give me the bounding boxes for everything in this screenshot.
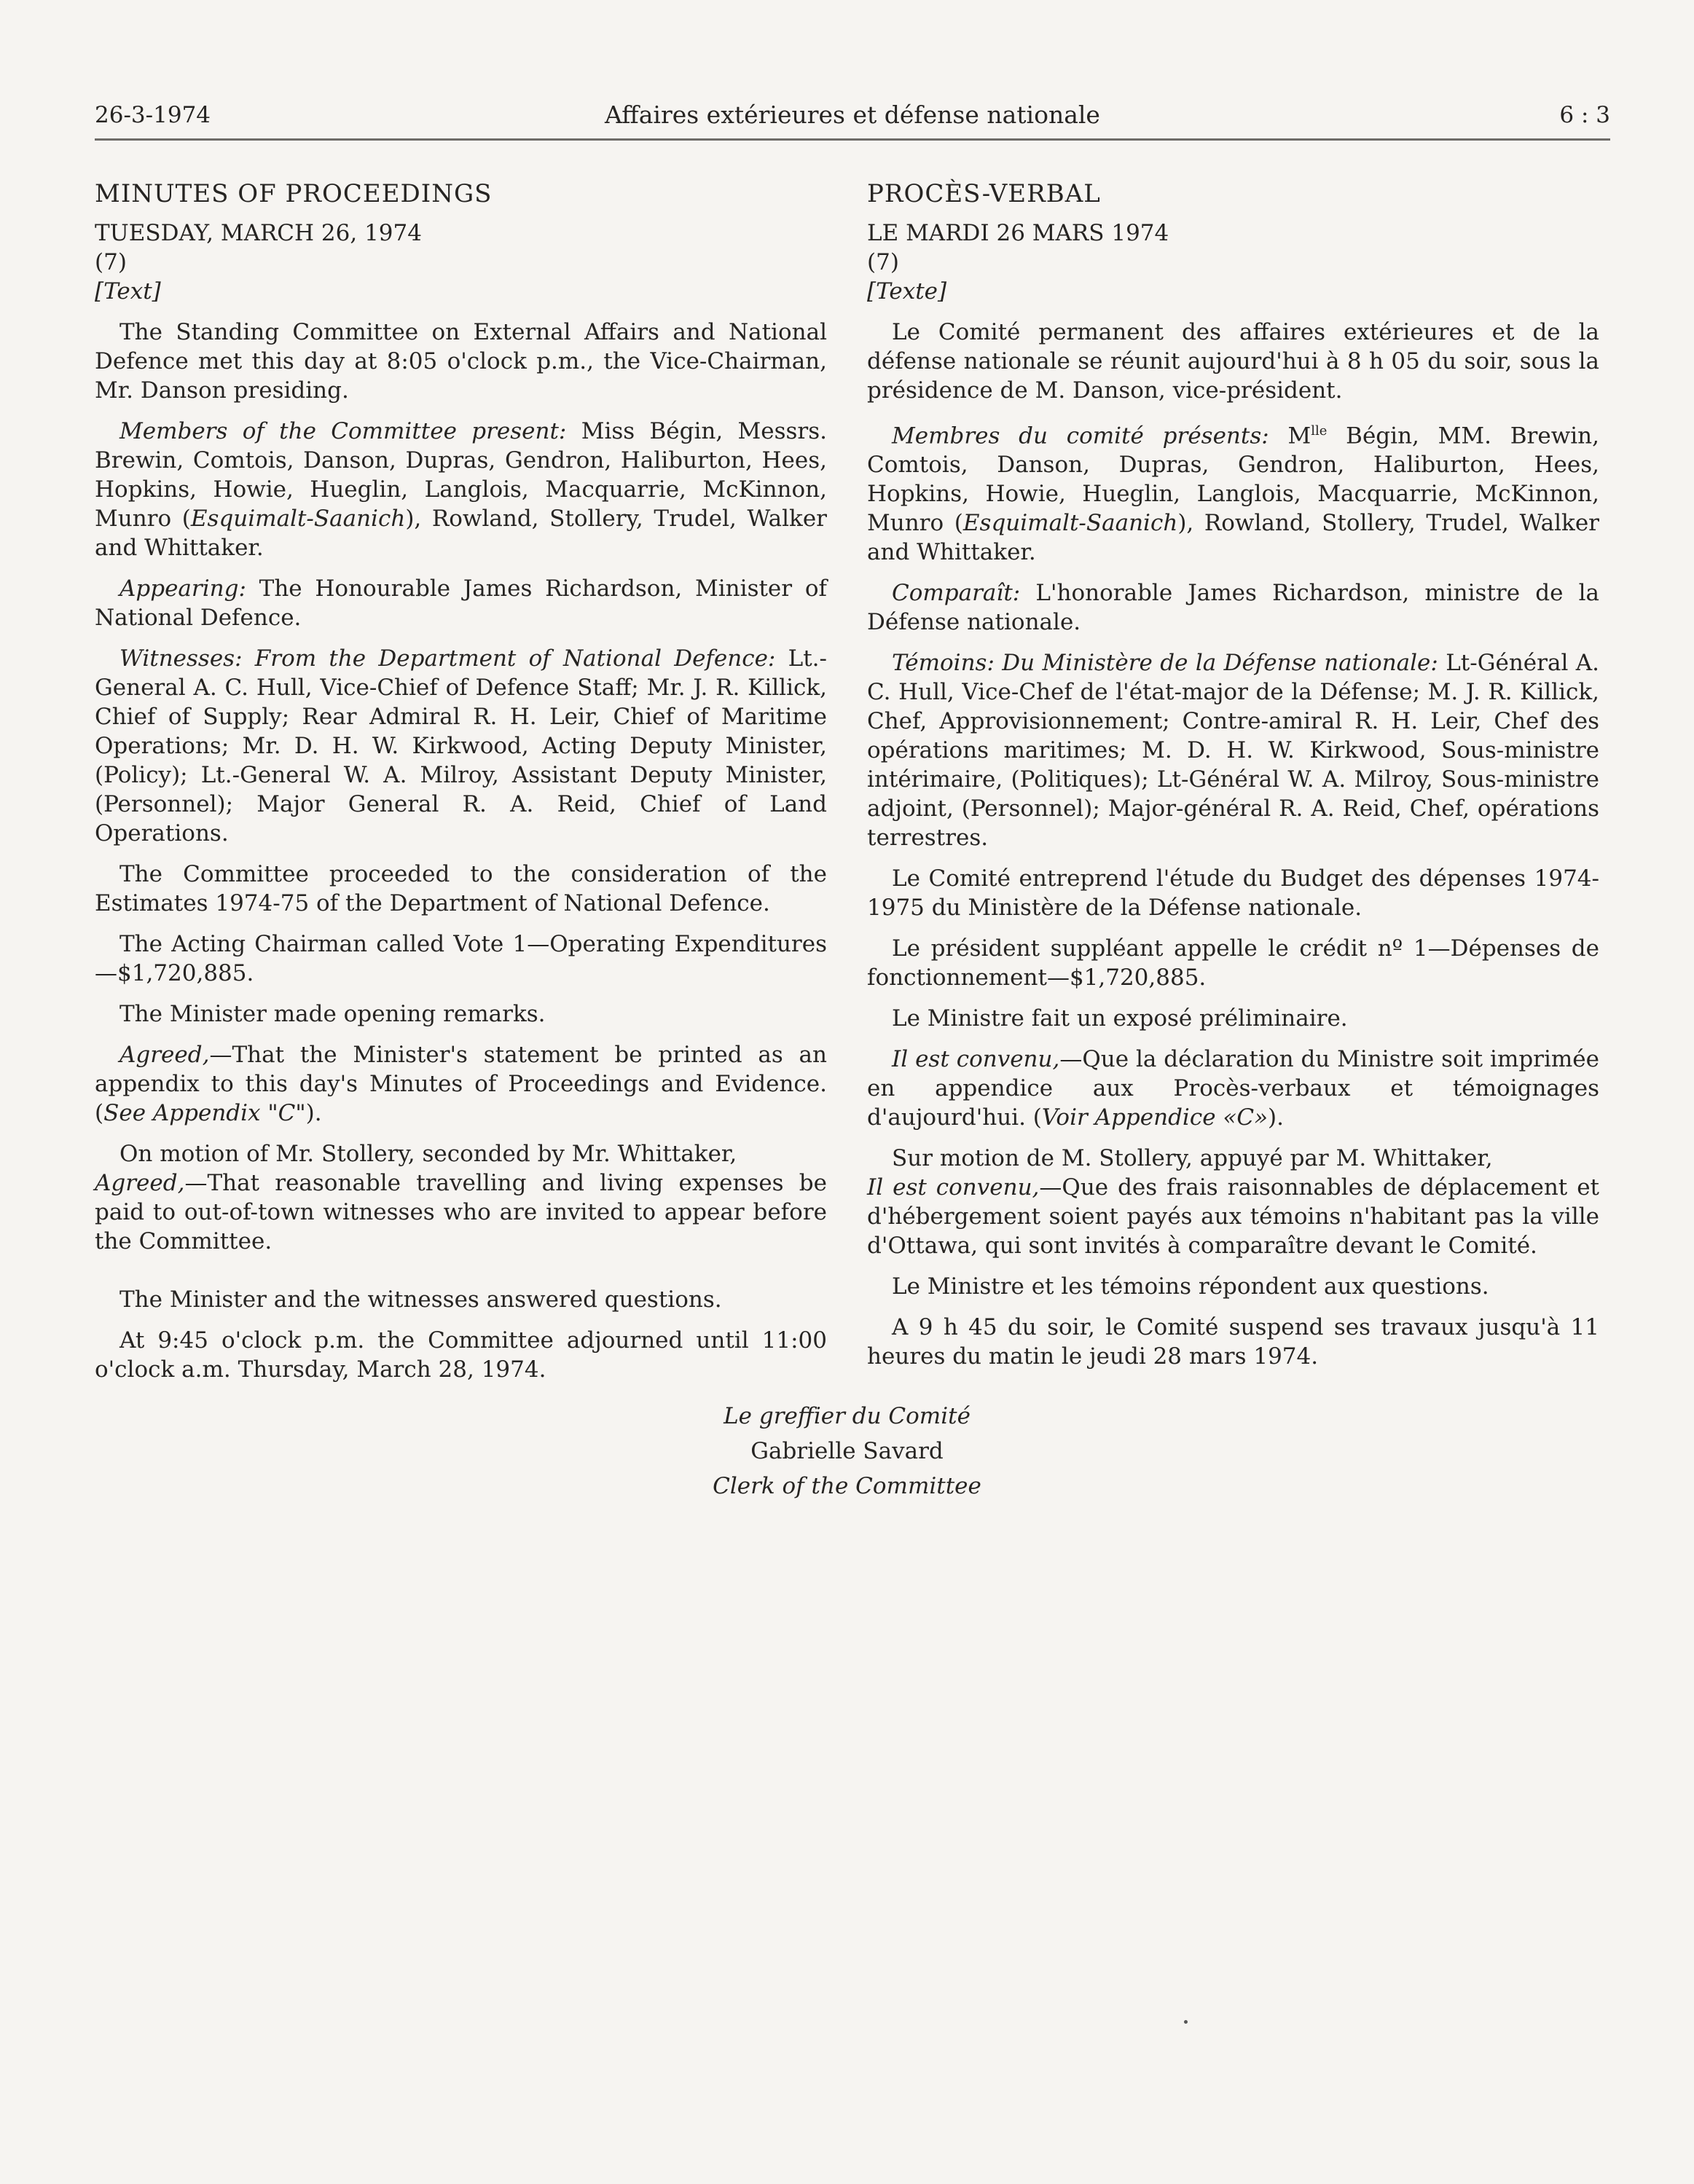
witnesses-fr: Témoins: Du Ministère de la Défense nationale: Lt-Général A. C. Hull, Vice-Chef de l'état-major de la Défense; M. J. R. Killick, Chef, Approvisionnement; Contre-amiral R. H. Leir, Chef des opérations maritimes; M. D. H. W. Kirkwood, Sous-ministre intérimaire, (Politiques); Lt-Général W. A. Milroy, Sous-ministre adjoint, (Personnel); Major-général R. A. Reid, Chef, opérations terrestres. xyxy=(867,650,1599,852)
proces-verbal-heading: PROCÈS-VERBAL xyxy=(867,179,1101,208)
credit-paragraph-fr: Le président suppléant appelle le crédit nº 1—Dépenses de fonctionnement—$1,720,885. xyxy=(867,935,1599,991)
clerk-label: Clerk of the Committee xyxy=(713,1473,981,1499)
header-date: 26-3-1974 xyxy=(95,102,211,128)
members-present: Members of the Committee present: Miss Bégin, Messrs. Brewin, Comtois, Danson, Dupras, Gendron, Haliburton, Hees, Hopkins, Howie, Hueglin, Langlois, Macquarrie, McKinnon, Munro (Esquimalt-Saanich), Rowland, Stollery, Trudel, Walker and Whittaker. xyxy=(95,418,827,561)
greffier-label: Le greffier du Comité xyxy=(724,1403,970,1429)
answered-paragraph: The Minister and the witnesses answered questions. xyxy=(119,1287,722,1313)
opening-paragraph-fr: Le Comité permanent des affaires extérieures et de la défense nationale se réunit aujourd'hui à 8 h 05 du soir, sous la présidence de M. Danson, vice-président. xyxy=(867,319,1599,404)
opening-paragraph: The Standing Committee on External Affairs and National Defence met this day at 8:05 o'clock p.m., the Vice-Chairman, Mr. Danson presiding. xyxy=(95,319,827,404)
clerk-signature-block xyxy=(0,1399,1694,1504)
witnesses: Witnesses: From the Department of National Defence: Lt.-General A. C. Hull, Vice-Chief of Defence Staff; Mr. J. R. Killick, Chief of Supply; Rear Admiral R. H. Leir, Chief of Maritime Operations; Mr. D. H. W. Kirkwood, Acting Deputy Minister, (Policy); Lt.-General W. A. Milroy, Assistant Deputy Minister, (Personnel); Major General R. A. Reid, Chief of Land Operations. xyxy=(95,645,827,847)
header-title: Affaires extérieures et défense nationale xyxy=(605,101,1100,129)
text-tag-fr: [Texte] xyxy=(867,278,947,305)
meeting-number-fr: (7) xyxy=(867,249,899,275)
page-speck xyxy=(1184,2020,1188,2024)
budget-paragraph-fr: Le Comité entreprend l'étude du Budget des dépenses 1974-1975 du Ministère de la Défense nationale. xyxy=(867,865,1599,922)
english-column xyxy=(95,179,827,1396)
motion-line: On motion of Mr. Stollery, seconded by Mr. Whittaker, xyxy=(119,1141,737,1167)
minister-remarks: The Minister made opening remarks. xyxy=(119,1001,546,1027)
agreed-expenses: Agreed,—That reasonable travelling and living expenses be paid to out-of-town witnesses who are invited to appear before the Committee. xyxy=(95,1170,827,1254)
expose-paragraph-fr: Le Ministre fait un exposé préliminaire. xyxy=(892,1005,1348,1032)
adjourned-paragraph: At 9:45 o'clock p.m. the Committee adjourned until 11:00 o'clock a.m. Thursday, March 28, 1974. xyxy=(95,1327,827,1383)
agreed-expenses-fr: Il est convenu,—Que des frais raisonnables de déplacement et d'hébergement soient payés aux témoins n'habitant pas la ville d'Ottawa, qui sont invités à comparaître devant le Comité. xyxy=(867,1174,1599,1260)
meeting-date-fr: LE MARDI 26 MARS 1974 xyxy=(867,220,1169,246)
running-header xyxy=(95,97,1610,133)
clerk-name: Gabrielle Savard xyxy=(750,1438,944,1464)
text-tag: [Text] xyxy=(95,278,161,305)
appearing-fr: Comparaît: L'honorable James Richardson, ministre de la Défense nationale. xyxy=(867,580,1599,636)
answered-paragraph-fr: Le Ministre et les témoins répondent aux questions. xyxy=(892,1273,1489,1300)
proceeded-paragraph: The Committee proceeded to the consideration of the Estimates 1974-75 of the Department of National Defence. xyxy=(95,861,827,916)
vote-paragraph: The Acting Chairman called Vote 1—Operating Expenditures—$1,720,885. xyxy=(95,931,827,986)
appearing: Appearing: The Honourable James Richardson, Minister of National Defence. xyxy=(95,576,827,631)
motion-line-fr: Sur motion de M. Stollery, appuyé par M. Whittaker, xyxy=(892,1145,1493,1172)
agreed-appendix: Agreed,—That the Minister's statement be printed as an appendix to this day's Minutes of Proceedings and Evidence. (See Appendix "C"). xyxy=(95,1042,827,1126)
meeting-number: (7) xyxy=(95,249,127,275)
page-number: 6 : 3 xyxy=(1559,102,1610,128)
header-rule xyxy=(95,138,1610,141)
minutes-heading: MINUTES OF PROCEEDINGS xyxy=(95,179,493,208)
members-present-fr: Membres du comité présents: $M^{lle}$ Bégin, MM. Brewin, Comtois, Danson, Dupras, Gendron, Haliburton, Hees, Hopkins, Howie, Hueglin, Langlois, Macquarrie, McKinnon, Munro (Esquimalt-Saanich), Rowland, Stollery, Trudel, Walker and Whittaker. xyxy=(867,423,1599,566)
french-column xyxy=(867,179,1599,1383)
adjourned-paragraph-fr: A 9 h 45 du soir, le Comité suspend ses travaux jusqu'à 11 heures du matin le jeudi 28 mars 1974. xyxy=(867,1314,1599,1370)
agreed-appendix-fr: Il est convenu,—Que la déclaration du Ministre soit imprimée en appendice aux Procès-verbaux et témoignages d'aujourd'hui. (Voir Appendice «C»). xyxy=(867,1046,1599,1131)
meeting-date: TUESDAY, MARCH 26, 1974 xyxy=(95,220,422,246)
